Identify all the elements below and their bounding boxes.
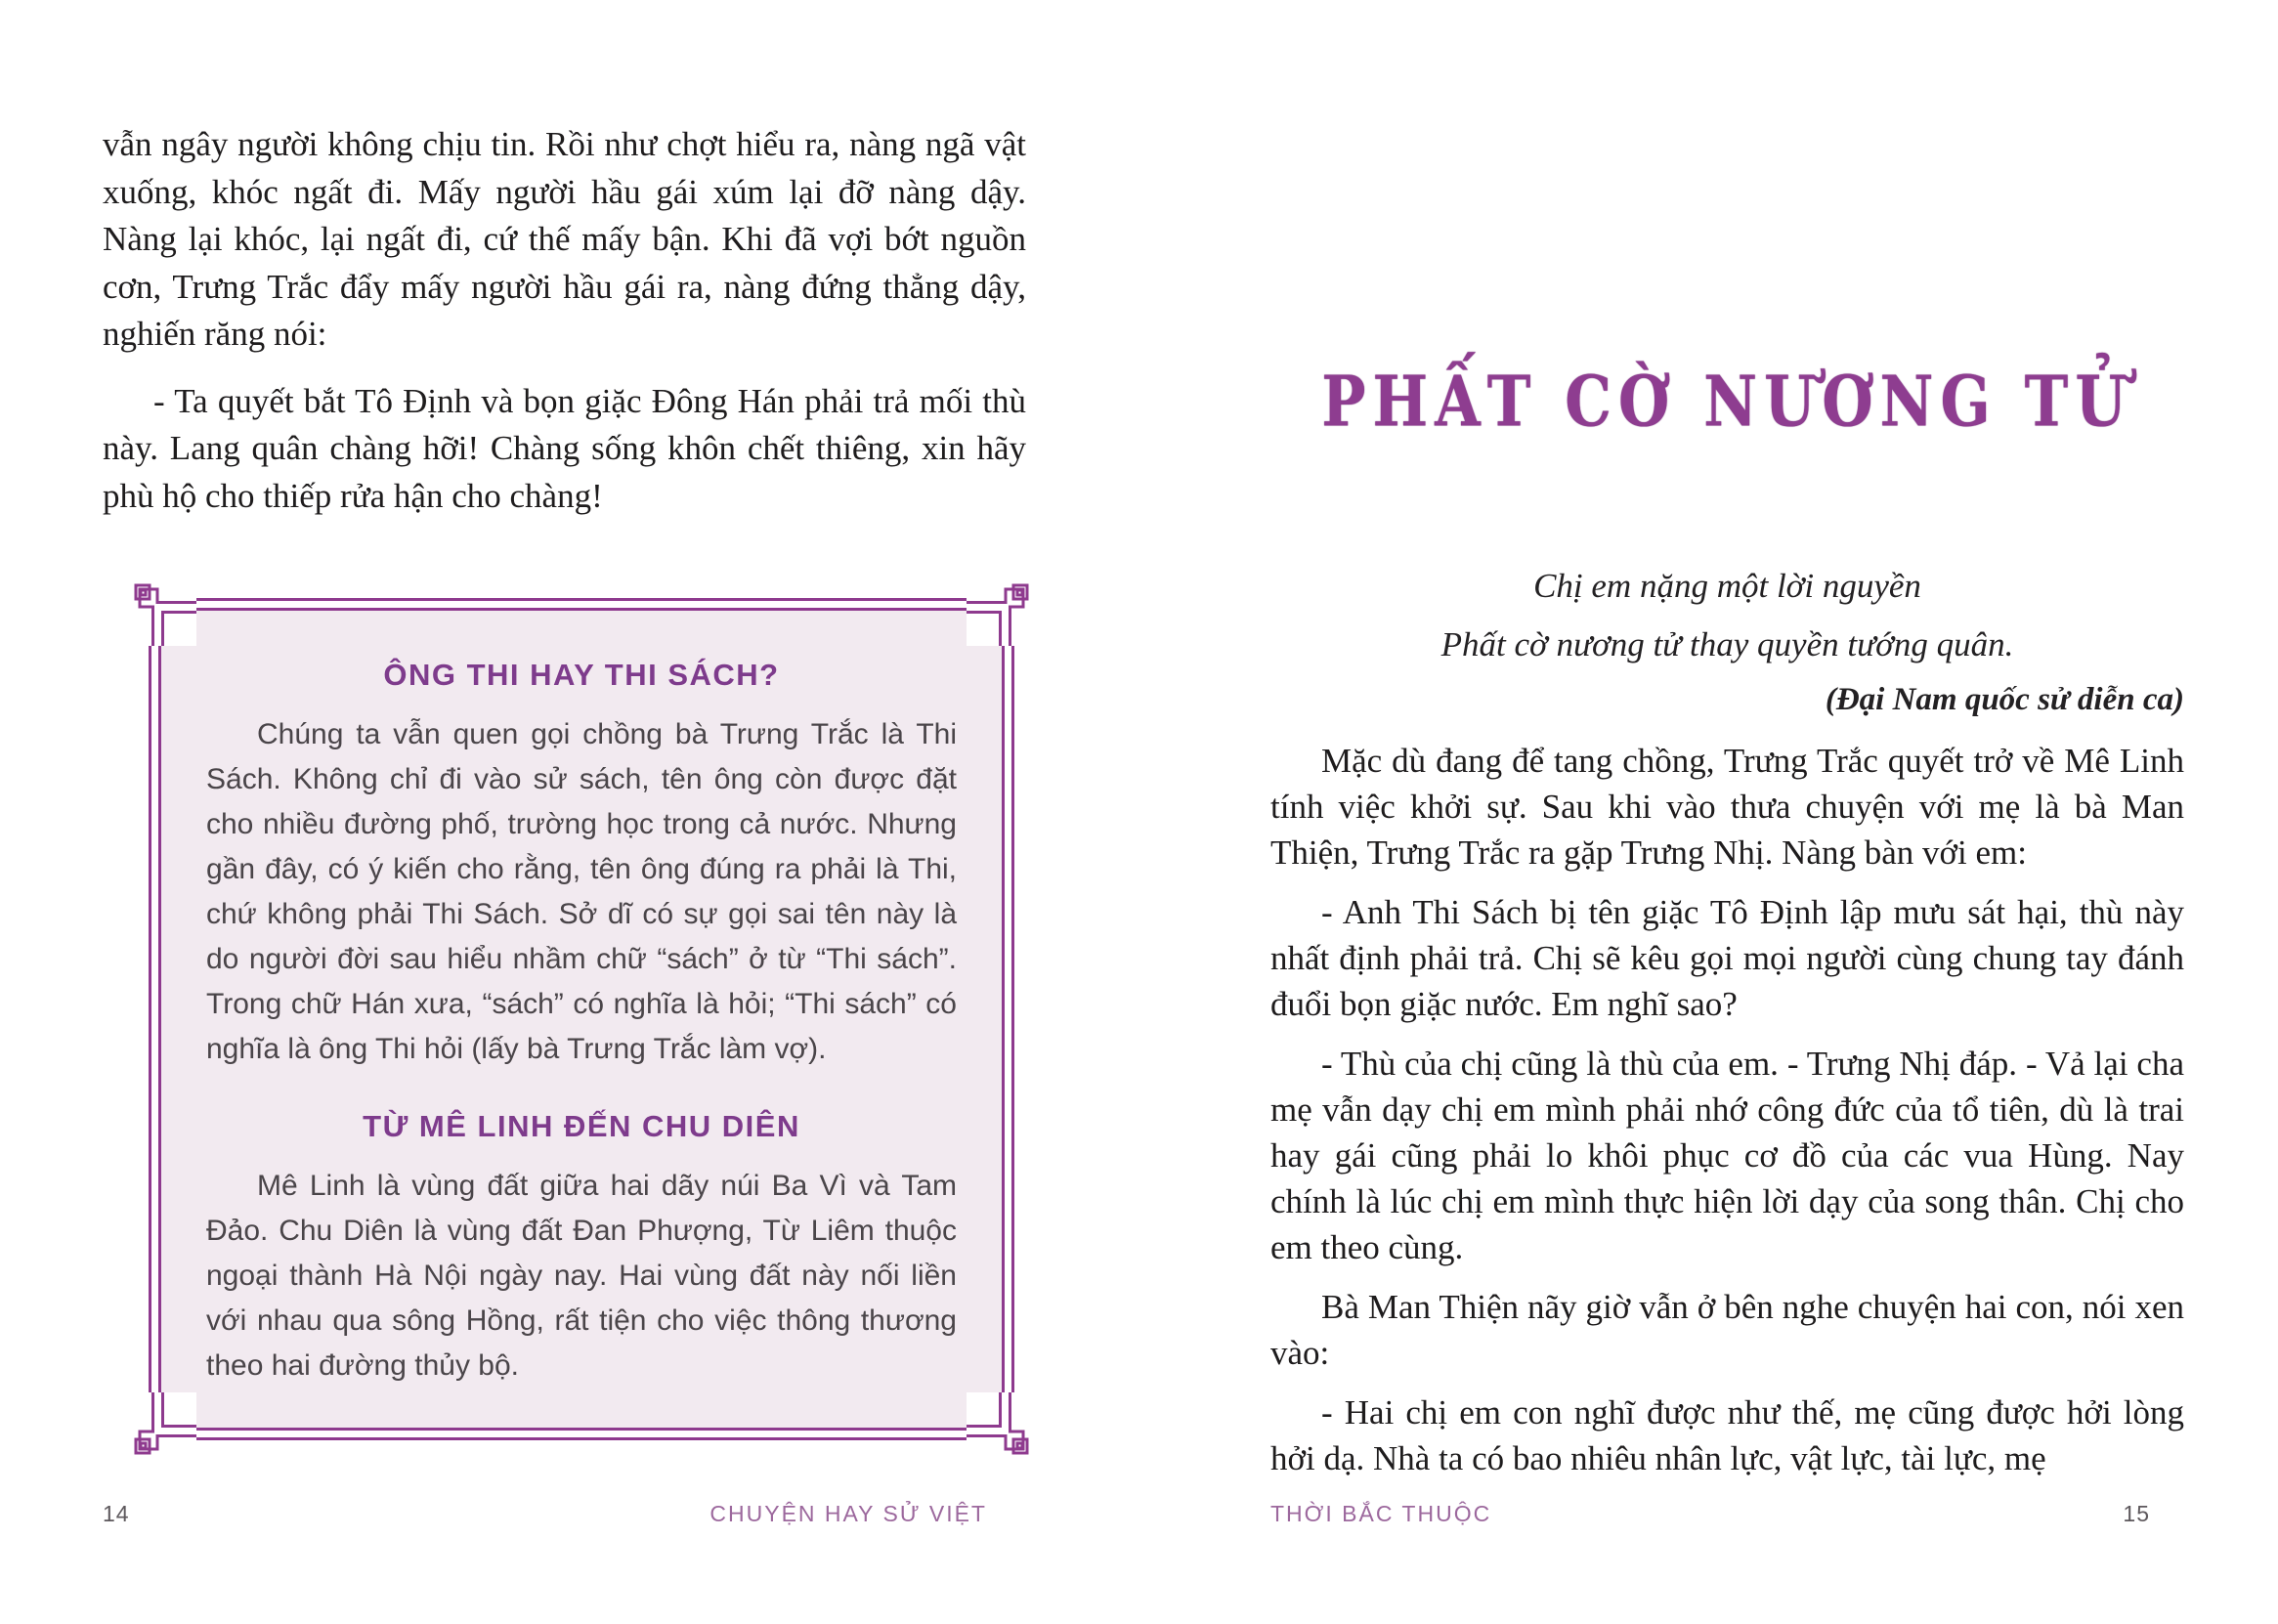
infobox-body-1: Chúng ta vẫn quen gọi chồng bà Trưng Trắc là Thi Sách. Không chỉ đi vào sử sách, tên ông còn được đặt cho nhiều đường phố, trường học trong cả nước. Nhưng gần đây, có ý kiến cho rằng, tên ông đúng ra phải là Thi, chứ không phải Thi Sách. Sở dĩ có sự gọi sai tên này là do người đời sau hiểu nhầm chữ “sách” ở từ “Thi sách”. Trong chữ Hán xưa, “sách” có nghĩa là hỏi; “Thi sách” có nghĩa là ông Thi hỏi (lấy bà Trưng Trắc làm vợ). [206,718,957,1065]
left-page-footer [103,1501,987,1527]
verse-attribution: (Đại Nam quốc sử diễn ca) [1825,682,2184,717]
sidebar-infobox [149,598,1014,1440]
right-page [1270,0,2184,1495]
infobox-heading-2: TỪ MÊ LINH ĐẾN CHU DIÊN [363,1109,800,1143]
paragraph: Bà Man Thiện nãy giờ vẫn ở bên nghe chuyện hai con, nói xen vào: [1270,1288,2184,1372]
infobox-body-2: Mê Linh là vùng đất giữa hai dãy núi Ba Vì và Tam Đảo. Chu Diên là vùng đất Đan Phượng, Từ Liêm thuộc ngoại thành Hà Nội ngày nay. Hai vùng đất này nối liền với nhau qua sông Hồng, rất tiện cho việc thông thương theo hai đường thủy bộ. [206,1170,957,1382]
right-page-body [1270,738,2184,1481]
corner-ornament-icon [967,581,1031,646]
paragraph: Mặc dù đang để tang chồng, Trưng Trắc quyết trở về Mê Linh tính việc khởi sự. Sau khi vào thưa chuyện với mẹ là bà Man Thiện, Trưng Trắc ra gặp Trưng Nhị. Nàng bàn với em: [1270,742,2184,872]
left-page-body [103,121,1026,520]
running-title: CHUYỆN HAY SỬ VIỆT [709,1501,987,1526]
corner-ornament-icon [967,1392,1031,1457]
left-page [103,121,1026,539]
corner-ornament-icon [132,1392,196,1457]
paragraph: - Ta quyết bắt Tô Định và bọn giặc Đông Hán phải trả mối thù này. Lang quân chàng hỡi! Chàng sống khôn chết thiêng, xin hãy phù hộ cho thiếp rửa hận cho chàng! [103,381,1026,515]
infobox-content [158,608,1005,1431]
page-number: 15 [2123,1501,2150,1526]
verse-line: Phất cờ nương tử thay quyền tướng quân. [1440,625,2014,663]
page-number: 14 [103,1501,130,1526]
paragraph: - Anh Thi Sách bị tên giặc Tô Định lập mưu sát hại, thù này nhất định phải trả. Chị sẽ kêu gọi mọi người cùng chung tay đánh đuổi bọn giặc nước. Em nghĩ sao? [1270,893,2184,1023]
infobox-heading-1: ÔNG THI HAY THI SÁCH? [383,658,780,692]
epigraph-verse [1270,557,2184,674]
chapter-title: PHẤT CỜ NƯƠNG TỬ [1321,362,2133,443]
paragraph: - Hai chị em con nghĩ được như thế, mẹ cũng được hởi lòng hởi dạ. Nhà ta có bao nhiêu nhân lực, vật lực, tài lực, mẹ [1270,1393,2184,1477]
verse-line: Chị em nặng một lời nguyền [1533,567,1921,605]
paragraph: - Thù của chị cũng là thù của em. - Trưng Nhị đáp. - Vả lại cha mẹ vẫn dạy chị em mình phải nhớ công đức của tổ tiên, dù là trai hay gái cũng phải lo khôi phục cơ đồ của các vua Hùng. Nay chính là lúc chị em mình thực hiện lời dạy của song thân. Chị cho em theo cùng. [1270,1045,2184,1266]
corner-ornament-icon [132,581,196,646]
paragraph: vẫn ngây người không chịu tin. Rồi như chợt hiểu ra, nàng ngã vật xuống, khóc ngất đi. Mấy người hầu gái xúm lại đỡ nàng dậy. Nàng lại khóc, lại ngất đi, cứ thế mấy bận. Khi đã vợi bớt nguồn cơn, Trưng Trắc đẩy mấy người hầu gái ra, nàng đứng thẳng dậy, nghiến răng nói: [103,125,1026,353]
right-page-footer [1270,1501,2150,1527]
running-title: THỜI BẮC THUỘC [1270,1501,1492,1526]
